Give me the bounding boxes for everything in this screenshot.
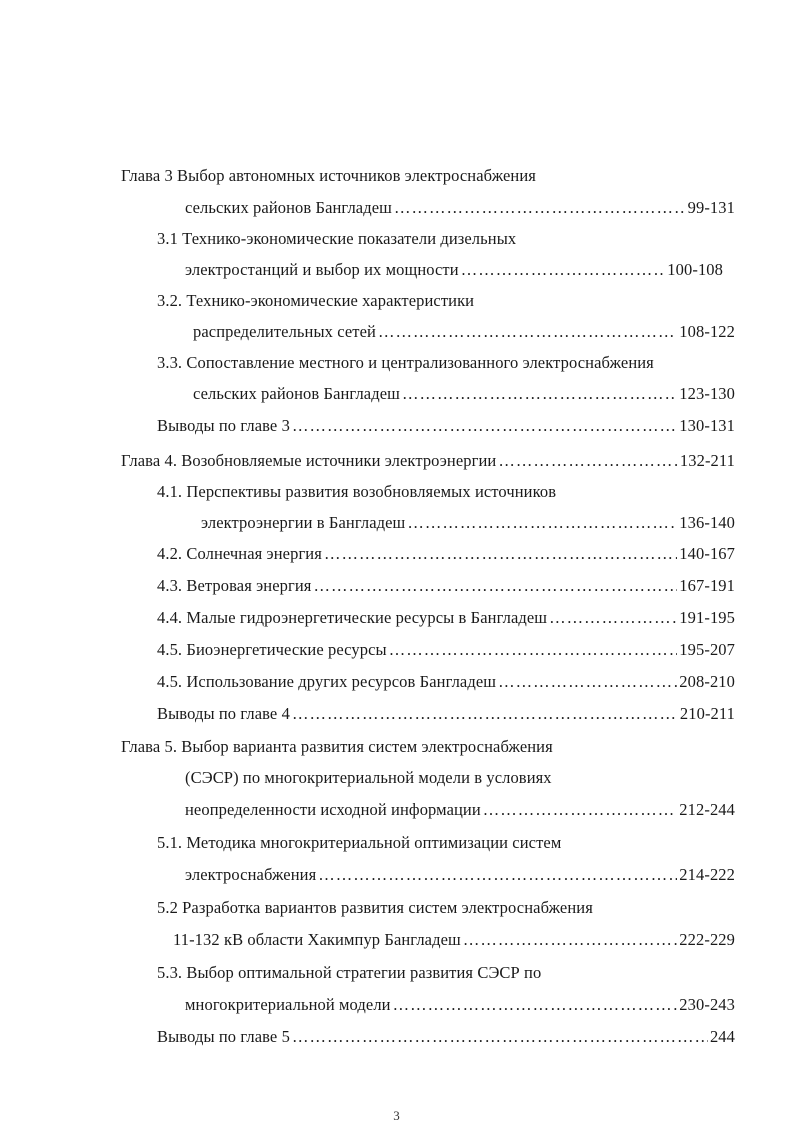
toc-pages: 212-244 xyxy=(679,800,735,819)
toc-text: электростанций и выбор их мощности xyxy=(185,260,459,279)
toc-entry xyxy=(185,865,735,885)
leader-dots xyxy=(292,416,677,436)
toc-text: 3.1 Технико-экономические показатели дизельных xyxy=(157,229,517,248)
toc-entry xyxy=(157,608,735,628)
toc-text: 4.1. Перспективы развития возобновляемых источников xyxy=(157,482,557,501)
leader-dots xyxy=(292,1027,708,1047)
toc-text: распределительных сетей xyxy=(193,322,376,341)
toc-text: Выводы по главе 5 xyxy=(157,1027,290,1046)
leader-dots xyxy=(292,704,678,724)
toc-text: 4.4. Малые гидроэнергетические ресурсы в Бангладеш xyxy=(157,608,548,627)
leader-dots xyxy=(463,930,677,950)
toc-entry xyxy=(185,198,735,218)
toc-entry xyxy=(157,416,735,436)
toc-chapter-heading xyxy=(121,737,553,757)
leader-dots xyxy=(378,322,677,342)
leader-dots xyxy=(389,640,678,660)
toc-section-heading xyxy=(157,482,556,502)
toc-text: 4.2. Солнечная энергия xyxy=(157,544,322,563)
toc-text: Глава 4. Возобновляемые источники электроэнергии xyxy=(121,451,497,470)
toc-pages: 230-243 xyxy=(679,995,735,1014)
toc-entry xyxy=(193,322,735,342)
toc-text: 5.3. Выбор оптимальной стратегии развития СЭСР по xyxy=(157,963,542,982)
toc-text: 3.2. Технико-экономические характеристики xyxy=(157,291,475,310)
toc-text: 4.5. Использование других ресурсов Бангладеш xyxy=(157,672,497,691)
leader-dots xyxy=(483,800,678,820)
toc-text: электроснабжения xyxy=(185,865,317,884)
toc-section-heading xyxy=(157,963,541,983)
leader-dots xyxy=(314,576,678,596)
toc-entry xyxy=(157,544,735,564)
toc-pages: 130-131 xyxy=(679,416,735,435)
toc-pages: 222-229 xyxy=(679,930,735,949)
leader-dots xyxy=(318,865,677,885)
toc-entry xyxy=(173,930,735,950)
toc-pages: 244 xyxy=(709,1027,735,1046)
toc-entry xyxy=(185,800,735,820)
leader-dots xyxy=(498,451,678,471)
toc-pages: 167-191 xyxy=(679,576,735,595)
toc-text: 5.2 Разработка вариантов развития систем электроснабжения xyxy=(157,898,593,917)
toc-entry xyxy=(157,672,735,692)
toc-chapter-heading xyxy=(121,166,536,186)
toc-text: 3.3. Сопоставление местного и централизованного электроснабжения xyxy=(157,353,654,372)
toc-pages: 136-140 xyxy=(679,513,735,532)
leader-dots xyxy=(498,672,677,692)
leader-dots xyxy=(394,198,686,218)
toc-entry xyxy=(201,513,735,533)
toc-entry xyxy=(157,640,735,660)
toc-entry xyxy=(193,384,735,404)
toc-text: неопределенности исходной информации xyxy=(185,800,481,819)
toc-pages: 123-130 xyxy=(679,384,735,403)
toc-text: (СЭСР) по многокритериальной модели в условиях xyxy=(185,768,552,787)
toc-pages: 99-131 xyxy=(687,198,735,217)
toc-section-heading xyxy=(157,291,474,311)
toc-text: сельских районов Бангладеш xyxy=(193,384,400,403)
toc-text: 4.5. Биоэнергетические ресурсы xyxy=(157,640,387,659)
leader-dots xyxy=(549,608,677,628)
toc-section-heading xyxy=(157,353,654,373)
toc-pages: 214-222 xyxy=(679,865,735,884)
toc-text: Выводы по главе 4 xyxy=(157,704,290,723)
toc-text: сельских районов Бангладеш xyxy=(185,198,392,217)
toc-entry xyxy=(157,1027,735,1047)
leader-dots xyxy=(461,260,666,280)
leader-dots xyxy=(407,513,677,533)
leader-dots xyxy=(393,995,678,1015)
toc-pages: 210-211 xyxy=(679,704,735,723)
toc-pages: 195-207 xyxy=(679,640,735,659)
toc-pages: 108-122 xyxy=(679,322,735,341)
toc-text: Выводы по главе 3 xyxy=(157,416,290,435)
page-number: 3 xyxy=(393,1108,400,1123)
toc-text: электроэнергии в Бангладеш xyxy=(201,513,406,532)
toc-text: 4.3. Ветровая энергия xyxy=(157,576,312,595)
toc-text: Глава 5. Выбор варианта развития систем электроснабжения xyxy=(121,737,553,756)
toc-text: многокритериальной модели xyxy=(185,995,391,1014)
toc-chapter-heading-continued xyxy=(185,768,552,788)
toc-pages: 140-167 xyxy=(679,544,735,563)
toc-text: Глава 3 Выбор автономных источников электроснабжения xyxy=(121,166,536,185)
toc-pages: 132-211 xyxy=(679,451,735,470)
leader-dots xyxy=(402,384,677,404)
toc-section-heading xyxy=(157,229,516,249)
toc-entry xyxy=(185,995,735,1015)
toc-entry xyxy=(157,704,735,724)
toc-entry xyxy=(157,576,735,596)
toc-pages: 100-108 xyxy=(667,260,723,279)
toc-entry xyxy=(185,260,723,280)
toc-pages: 208-210 xyxy=(679,672,735,691)
toc-pages: 191-195 xyxy=(679,608,735,627)
toc-entry xyxy=(121,451,735,471)
toc-section-heading xyxy=(157,898,593,918)
toc-section-heading xyxy=(157,833,561,853)
toc-text: 5.1. Методика многокритериальной оптимизации систем xyxy=(157,833,562,852)
leader-dots xyxy=(324,544,677,564)
toc-text: 11-132 кВ области Хакимпур Бангладеш xyxy=(173,930,461,949)
